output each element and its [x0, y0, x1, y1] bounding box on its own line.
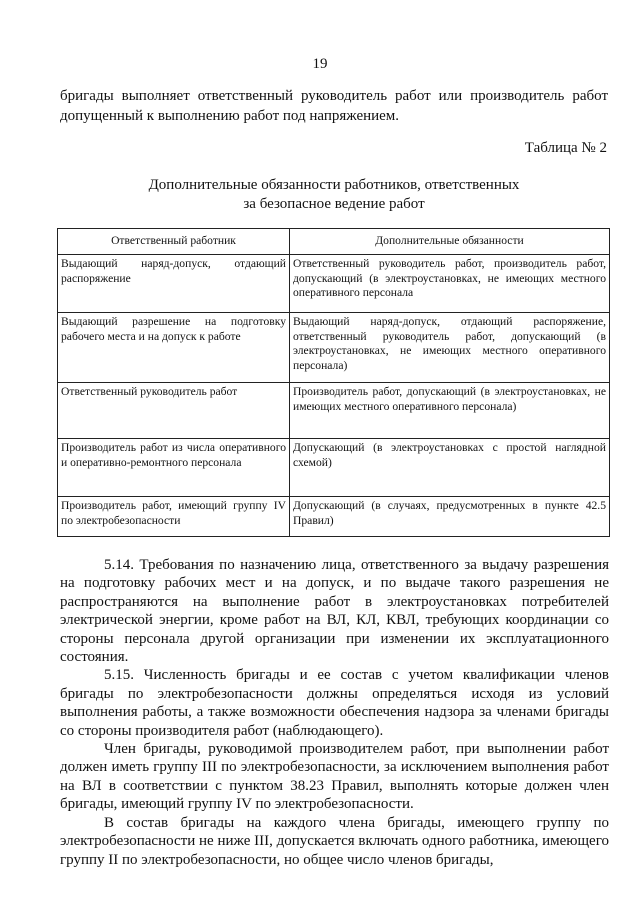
- table-row: [58, 497, 610, 537]
- cell-duties: Производитель работ, допускающий (в электроустановках, не имеющих местного оперативного персонала): [290, 383, 610, 439]
- cell-duties: Ответственный руководитель работ, производитель работ, допускающий (в электроустановках, не имеющих местного оперативного персонала: [290, 255, 610, 313]
- paragraph-brigade-composition: В состав бригады на каждого члена бригады, имеющего группу по электробезопасности не ниже III, допускается включать одного работника, имеющего группу II по электробезопасности, но общее число членов бригады,: [60, 814, 609, 868]
- table-title-line-2: за безопасное ведение работ: [243, 196, 425, 212]
- table-row: [58, 383, 610, 439]
- body-text: [60, 556, 609, 869]
- header-worker: Ответственный работник: [58, 229, 290, 255]
- page-number: 19: [312, 56, 328, 72]
- intro-paragraph: бригады выполняет ответственный руководитель работ или производитель работ допущенный к выполнению работ под напряжением.: [60, 88, 608, 124]
- paragraph-member-group: Член бригады, руководимой производителем работ, при выполнении работ должен иметь группу III по электробезопасности, за исключением выполнения работ на ВЛ в соответствии с пунктом 38.23 Правил, выполнять которые должен член бригады, имеющий группу IV по электробезопасности.: [60, 741, 609, 813]
- cell-worker: Выдающий разрешение на подготовку рабочего места и на допуск к работе: [58, 313, 290, 383]
- cell-worker: Производитель работ из числа оперативного и оперативно-ремонтного персонала: [58, 439, 290, 497]
- table-row: [58, 255, 610, 313]
- cell-worker: Производитель работ, имеющий группу IV по электробезопасности: [58, 497, 290, 537]
- cell-duties: Допускающий (в случаях, предусмотренных в пункте 42.5 Правил): [290, 497, 610, 537]
- cell-worker: Выдающий наряд-допуск, отдающий распоряжение: [58, 255, 290, 313]
- table-number: Таблица № 2: [524, 140, 607, 156]
- duties-table: [57, 228, 610, 537]
- cell-worker: Ответственный руководитель работ: [58, 383, 290, 439]
- header-duties: Дополнительные обязанности: [290, 229, 610, 255]
- cell-duties: Выдающий наряд-допуск, отдающий распоряжение, ответственный руководитель работ, допускающий (в электроустановках, не имеющих местного оперативного персонала): [290, 313, 610, 383]
- table-header-row: [58, 229, 610, 255]
- cell-duties: Допускающий (в электроустановках с простой наглядной схемой): [290, 439, 610, 497]
- paragraph-5-15: 5.15. Численность бригады и ее состав с учетом квалификации членов бригады по электробезопасности должны определяться исходя из условий выполнения работы, а также возможности обеспечения надзора за членами бригады со стороны производителя работ (наблюдающего).: [60, 667, 609, 739]
- table-row: [58, 439, 610, 497]
- table-title: [60, 176, 608, 214]
- paragraph-5-14: 5.14. Требования по назначению лица, ответственного за выдачу разрешения на подготовку рабочих мест и на допуск, и по выдаче такого разрешения не распространяются на выполнение работ в электроустановках потребителей электрической энергии, кроме работ на ВЛ, КЛ, КВЛ, требующих координации со стороны персонала другой организации при изменении их эксплуатационного состояния.: [60, 557, 609, 666]
- table-row: [58, 313, 610, 383]
- table-title-line-1: Дополнительные обязанности работников, ответственных: [148, 177, 520, 193]
